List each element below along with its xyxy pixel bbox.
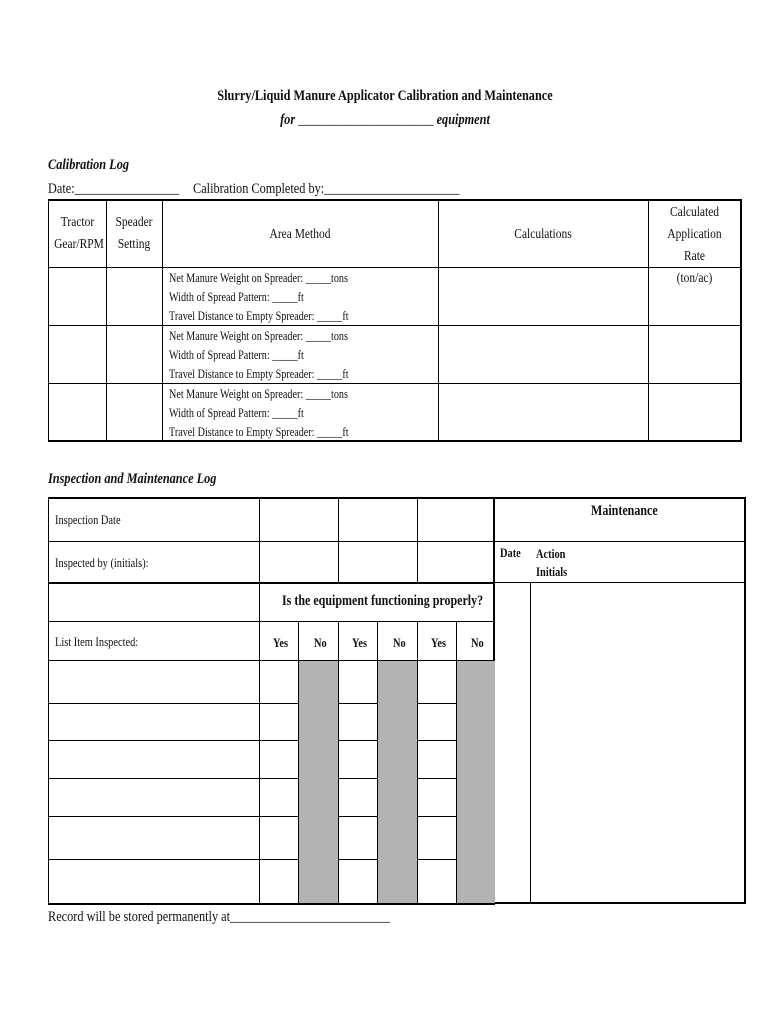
header-speader-setting: Speader Setting: [115, 215, 153, 252]
no-header: No: [471, 635, 484, 650]
action-initials-header: Action Initials: [536, 546, 568, 579]
inspection-log-heading: Inspection and Maintenance Log: [48, 471, 217, 487]
header-application-rate: Calculated Application Rate (ton/ac): [667, 205, 722, 286]
calibration-row[interactable]: Net Manure Weight on Spreader: _____tons Width of Spread Pattern: _____ft Travel Distance to Empty Spreader: _____ft: [169, 270, 349, 323]
functioning-question: Is the equipment functioning properly?: [282, 593, 484, 609]
no-header: No: [393, 635, 406, 650]
header-tractor-gear-rpm: Tractor Gear/RPM: [54, 215, 104, 252]
calibration-row[interactable]: Net Manure Weight on Spreader: _____tons Width of Spread Pattern: _____ft Travel Distance to Empty Spreader: _____ft: [169, 386, 349, 439]
form-subtitle: [69, 112, 700, 129]
date-field[interactable]: Date:_________________: [48, 181, 180, 197]
calibration-log-heading: Calibration Log: [48, 157, 130, 173]
list-item-inspected-label: List Item Inspected:: [55, 634, 139, 649]
inspection-date-label: Inspection Date: [55, 512, 121, 527]
yes-header: Yes: [352, 635, 368, 650]
no-header: No: [314, 635, 327, 650]
subtitle-suffix: equipment: [436, 112, 490, 128]
record-storage-field[interactable]: Record will be stored permanently at__________________________: [48, 909, 390, 925]
calibration-table: [48, 199, 742, 442]
inspection-table: [48, 497, 746, 905]
subtitle-prefix: for: [280, 112, 296, 128]
form-title: Slurry/Liquid Manure Applicator Calibration and Maintenance: [217, 88, 553, 104]
calibration-completed-by-field[interactable]: Calibration Completed by:______________________: [193, 181, 460, 197]
calibration-row[interactable]: Net Manure Weight on Spreader: _____tons Width of Spread Pattern: _____ft Travel Distance to Empty Spreader: _____ft: [169, 328, 349, 381]
yes-header: Yes: [431, 635, 447, 650]
maintenance-date-header: Date: [500, 545, 521, 560]
yes-header: Yes: [273, 635, 289, 650]
inspected-by-label: Inspected by (initials):: [55, 555, 149, 570]
header-area-method: Area Method: [269, 227, 331, 242]
maintenance-header: Maintenance: [591, 503, 658, 519]
equipment-blank[interactable]: ______________________: [298, 112, 434, 128]
header-calculations: Calculations: [514, 227, 572, 242]
